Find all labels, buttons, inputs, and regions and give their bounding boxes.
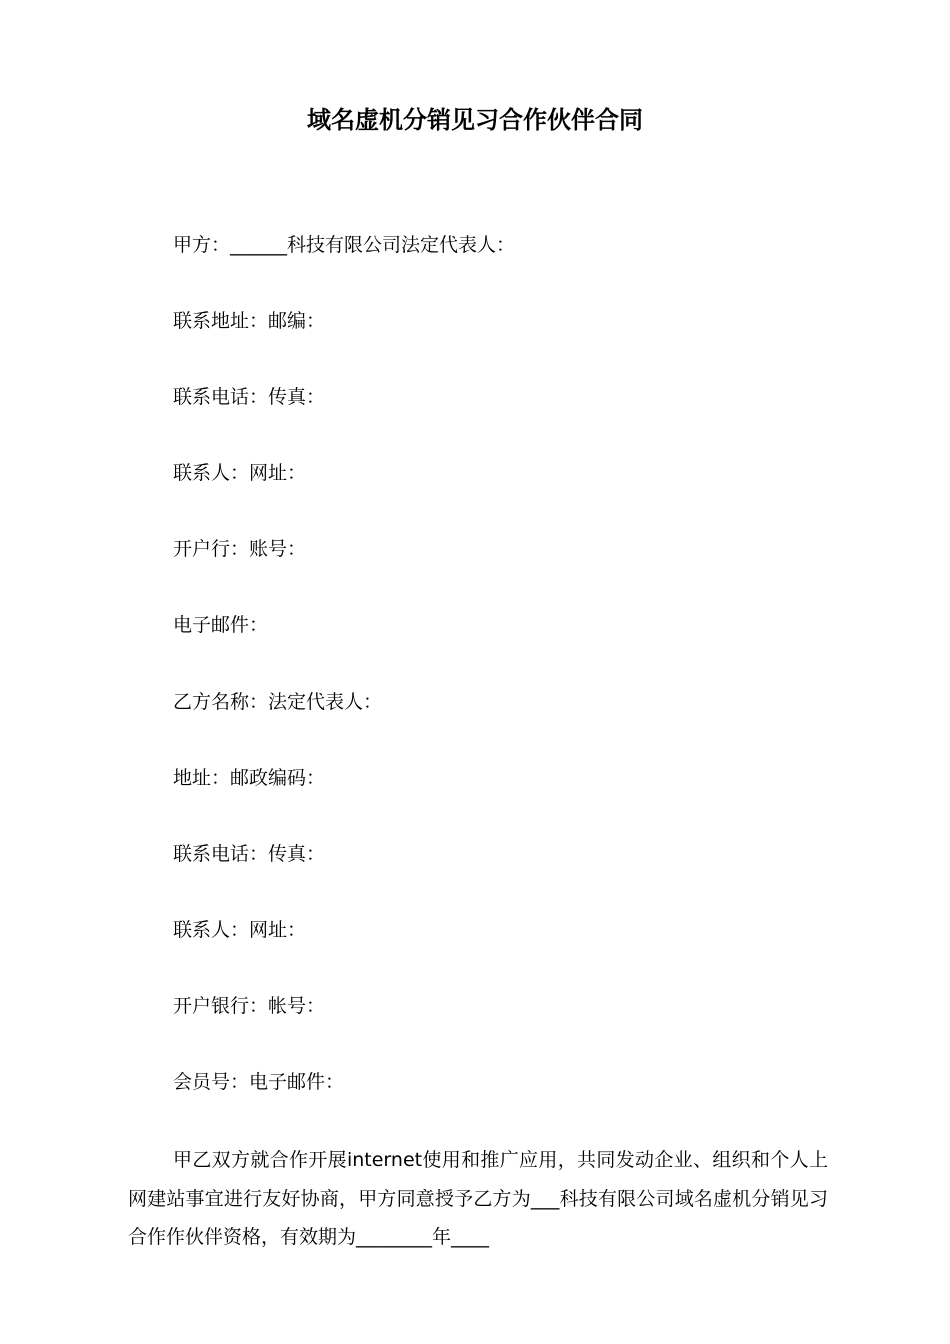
party-b-bank-line: 开户银行：帐号： [173,995,326,1017]
agreement-paragraph: 甲乙双方就合作开展internet使用和推广应用，共同发动企业、组织和个人上网建站事宜进行友好协商，甲方同意授予乙方为___科技有限公司域名虚机分销见习合作作伙伴资格，有效期为________年____ [128,1149,828,1248]
party-a-contact-line: 联系人：网址： [173,462,307,484]
party-b-name-line: 乙方名称：法定代表人： [173,691,383,713]
party-b-phone-line: 联系电话：传真： [173,843,326,865]
document-title: 域名虚机分销见习合作伙伴合同 [307,106,643,134]
party-a-address-line: 联系地址：邮编： [173,310,326,332]
party-a-phone-line: 联系电话：传真： [173,386,326,408]
party-a-bank-line: 开户行：账号： [173,538,307,560]
party-b-address-line: 地址：邮政编码： [173,767,326,789]
party-a-email-line: 电子邮件： [173,614,269,636]
party-b-contact-line: 联系人：网址： [173,919,307,941]
party-a-name-line: 甲方：______科技有限公司法定代表人： [173,234,516,256]
party-b-member-line: 会员号：电子邮件： [173,1071,345,1093]
